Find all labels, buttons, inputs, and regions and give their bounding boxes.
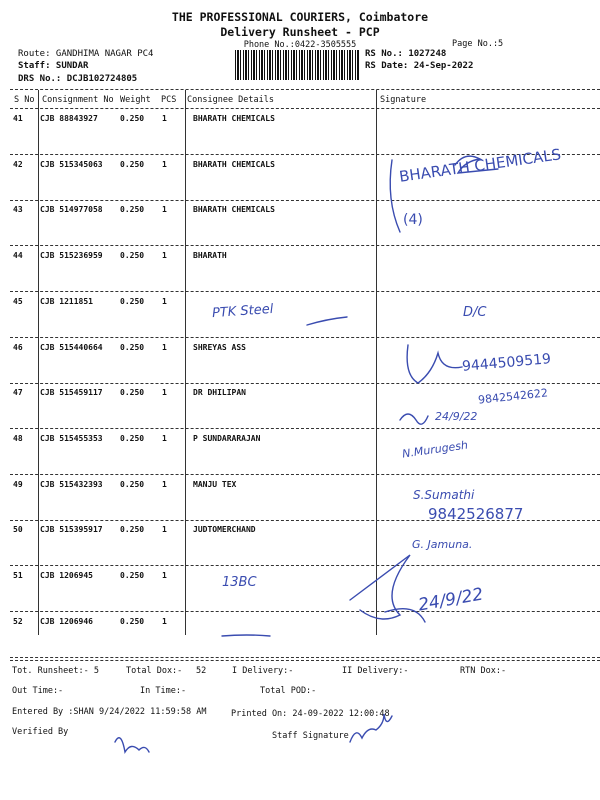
row-pcs: 1: [162, 160, 167, 169]
handwritten-row50: G. Jamuna.: [412, 538, 473, 551]
row-weight: 0.250: [120, 205, 145, 214]
row-sno: 48: [13, 434, 23, 443]
row-weight: 0.250: [120, 251, 145, 260]
handwritten-row45: PTK Steel: [211, 301, 274, 322]
document-title: THE PROFESSIONAL COURIERS, Coimbatore: [171, 10, 429, 24]
tot-runsheet: Tot. Runsheet:- 5: [12, 666, 99, 676]
row-consignee: DR DHILIPAN: [193, 388, 246, 397]
row-consignee: BHARATH: [193, 251, 227, 260]
printed-on: Printed On: 24-09-2022 12:00:48: [231, 709, 390, 719]
row-consignment: CJB 515455353: [40, 434, 103, 443]
handwritten-row51: 13BC: [222, 575, 257, 590]
column-consignment: Consignment No: [42, 95, 114, 105]
row-consignee: BHARATH CHEMICALS: [193, 114, 275, 123]
row-pcs: 1: [162, 343, 167, 352]
total-dox-value: 52: [196, 666, 207, 676]
row-consignment: CJB 515440664: [40, 343, 103, 352]
row-sno: 42: [13, 160, 23, 169]
row-weight: 0.250: [120, 297, 145, 306]
column-pcs: PCS: [161, 95, 177, 105]
row-consignment: CJB 88843927: [40, 114, 98, 123]
row-pcs: 1: [162, 388, 167, 397]
row-consignment: CJB 515459117: [40, 388, 103, 397]
row-sno: 46: [13, 343, 23, 352]
row-sno: 52: [13, 617, 23, 626]
row-sno: 51: [13, 571, 23, 580]
stamp-text: BHARATH CHEMICALS: [398, 145, 563, 186]
row-consignment: CJB 1206946: [40, 617, 93, 626]
staff-signature-label: Staff Signature: [272, 731, 349, 741]
stamp-number: (4): [403, 212, 423, 228]
verified-signature: [115, 738, 149, 752]
handwritten-row48: N.Murugesh: [401, 438, 469, 461]
row-consignment: CJB 1206945: [40, 571, 93, 580]
row-weight: 0.250: [120, 571, 145, 580]
row-sno: 50: [13, 525, 23, 534]
column-sno: S No: [14, 95, 35, 105]
row-consignee: MANJU TEX: [193, 480, 237, 489]
scribble: [407, 345, 462, 383]
row-consignee: BHARATH CHEMICALS: [193, 205, 275, 214]
row-pcs: 1: [162, 434, 167, 443]
column-consignee: Consignee Details: [187, 95, 274, 105]
page-number: Page No.:5: [452, 39, 504, 49]
handwritten-row47-phone: 9842542622: [477, 386, 549, 407]
row-pcs: 1: [162, 251, 167, 260]
handwritten-row47-date: 24/9/22: [435, 410, 478, 423]
entered-by: Entered By :SHAN 9/24/2022 11:59:58 AM: [12, 707, 207, 717]
row-pcs: 1: [162, 114, 167, 123]
row-sno: 41: [13, 114, 23, 123]
handwritten-row49-phone: 9842526877: [428, 505, 524, 523]
scribble: [400, 414, 428, 424]
phone-number: Phone No.:0422-3505555: [243, 40, 357, 50]
staff-signature: [350, 714, 392, 742]
row-weight: 0.250: [120, 480, 145, 489]
column-signature: Signature: [380, 95, 427, 105]
in-time: In Time:-: [140, 686, 187, 696]
row-weight: 0.250: [120, 617, 145, 626]
row-consignment: CJB 515345063: [40, 160, 103, 169]
rtn-dox: RTN Dox:-: [460, 666, 507, 676]
row-weight: 0.250: [120, 160, 145, 169]
scribble: [307, 317, 347, 325]
row-pcs: 1: [162, 571, 167, 580]
out-time: Out Time:-: [12, 686, 64, 696]
row-consignee: P SUNDARARAJAN: [193, 434, 261, 443]
i-delivery: I Delivery:-: [232, 666, 294, 676]
row-consignee: SHREYAS ASS: [193, 343, 246, 352]
total-dox-label: Total Dox:-: [126, 666, 183, 676]
row-consignment: CJB 515395917: [40, 525, 103, 534]
row-consignment: CJB 515236959: [40, 251, 103, 260]
row-pcs: 1: [162, 617, 167, 626]
row-sno: 49: [13, 480, 23, 489]
handwritten-row46-phone: 9444509519: [461, 351, 552, 375]
row-weight: 0.250: [120, 114, 145, 123]
row-pcs: 1: [162, 205, 167, 214]
dash-mark: [222, 635, 270, 636]
document-subtitle: Delivery Runsheet - PCP: [220, 25, 380, 39]
row-consignment: CJB 515432393: [40, 480, 103, 489]
row-pcs: 1: [162, 297, 167, 306]
staff: Staff: SUNDAR: [18, 61, 89, 71]
row-consignment: CJB 514977058: [40, 205, 103, 214]
route: Route: GANDHIMA NAGAR PC4: [18, 49, 154, 59]
rs-number: RS No.: 1027248: [365, 49, 447, 59]
row-sno: 45: [13, 297, 23, 306]
rs-date: RS Date: 24-Sep-2022: [365, 61, 474, 71]
row-consignment: CJB 1211851: [40, 297, 93, 306]
verified-by: Verified By: [12, 727, 69, 737]
row-pcs: 1: [162, 480, 167, 489]
drs-number: DRS No.: DCJB102724805: [18, 74, 138, 84]
handwritten-row49-name: S.Sumathi: [413, 488, 475, 502]
row-consignee: JUDTOMERCHAND: [193, 525, 256, 534]
row-consignee: BHARATH CHEMICALS: [193, 160, 275, 169]
ii-delivery: II Delivery:-: [342, 666, 409, 676]
row-pcs: 1: [162, 525, 167, 534]
handwritten-date: 24/9/22: [416, 584, 485, 616]
row-weight: 0.250: [120, 434, 145, 443]
row-weight: 0.250: [120, 343, 145, 352]
row-weight: 0.250: [120, 388, 145, 397]
row-sno: 44: [13, 251, 23, 260]
column-weight: Weight: [120, 95, 151, 105]
row-weight: 0.250: [120, 525, 145, 534]
row-sno: 47: [13, 388, 23, 397]
total-pod: Total POD:-: [260, 686, 317, 696]
handwritten-row46-mark: D/C: [463, 305, 487, 320]
row-sno: 43: [13, 205, 23, 214]
